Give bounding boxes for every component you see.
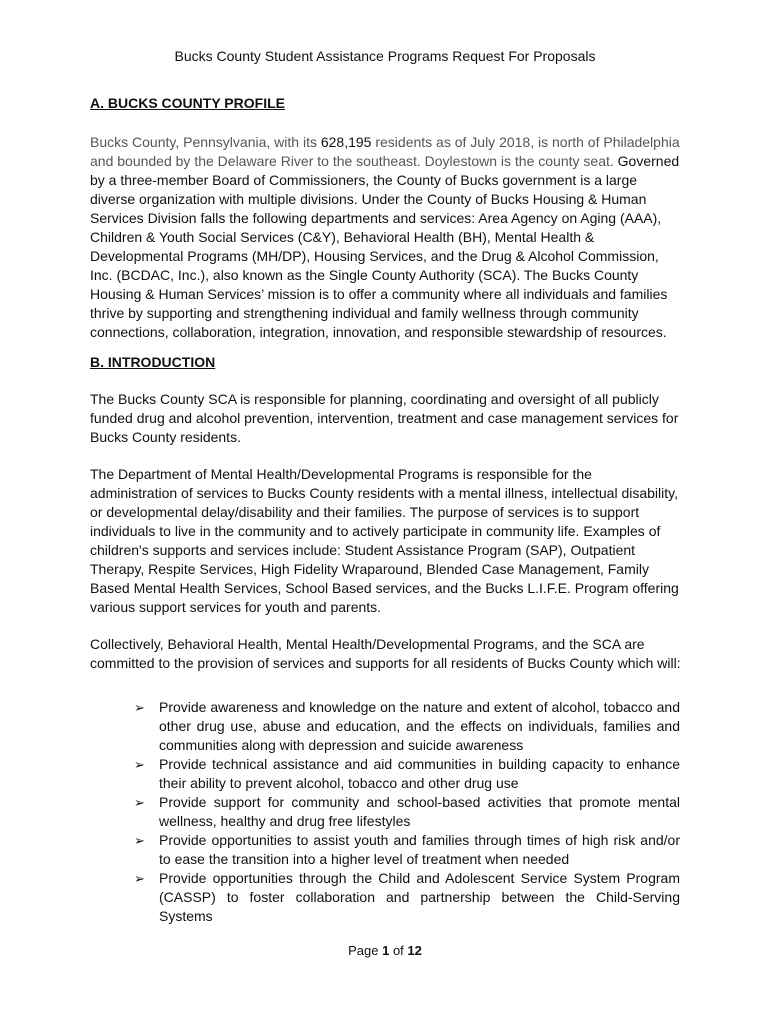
arrow-bullet-icon: ➢	[134, 795, 145, 810]
intro-paragraph-1: The Bucks County SCA is responsible for planning, coordinating and oversight of all publicly funded drug and alcohol prevention, intervention, treatment and case management services for Bucks County residents.	[90, 391, 679, 445]
list-item: ➢ Provide opportunities through the Child and Adolescent Service System Program (CASSP) to foster collaboration and partnership between the Child-Serving Systems	[134, 870, 680, 924]
intro-paragraph-3: Collectively, Behavioral Health, Mental Health/Developmental Programs, and the SCA are committed to the provision of services and supports for all residents of Bucks County which will:	[90, 636, 681, 671]
total-pages: 12	[407, 943, 422, 958]
arrow-bullet-icon: ➢	[134, 700, 145, 715]
list-item: ➢ Provide support for community and school-based activities that promote mental wellness, healthy and drug free lifestyles	[134, 794, 680, 829]
arrow-bullet-icon: ➢	[134, 833, 145, 848]
arrow-bullet-icon: ➢	[134, 757, 145, 772]
page-number: 1	[382, 943, 390, 958]
section-a-body: Governed by a three-member Board of Commissioners, the County of Bucks government is a large diverse organization with multiple divisions. Under the County of Bucks Housing & Human Services Division falls the following departments and services: Area Agency on Aging (AAA), Children & Youth Social Services (C&Y), Behavioral Health (BH), Mental Health & Developmental Programs (MH/DP), Housing Services, and the Drug & Alcohol Commission, Inc. (BCDAC, Inc.), also known as the Single County Authority (SCA). The Bucks County Housing & Human Services’ mission is to offer a community where all individuals and families thrive by supporting and strengthening individual and family wellness through community connections, collaboration, integration, innovation, and responsible stewardship of resources.	[90, 153, 680, 340]
list-item: ➢ Provide awareness and knowledge on the nature and extent of alcohol, tobacco and other drug use, abuse and education, and the effects on individuals, families and communities along with depression and suicide awareness	[134, 699, 680, 753]
list-item: ➢ Provide technical assistance and aid communities in building capacity to enhance their ability to prevent alcohol, tobacco and other drug use	[134, 756, 680, 791]
intro-text-1: Bucks County, Pennsylvania, with its	[90, 134, 321, 150]
section-a-heading: A. BUCKS COUNTY PROFILE	[90, 95, 285, 111]
page-label: Page	[348, 943, 383, 958]
arrow-bullet-icon: ➢	[134, 871, 145, 886]
page-header: Bucks County Student Assistance Programs Request For Proposals	[174, 48, 596, 64]
list-item: ➢ Provide opportunities to assist youth and families through times of high risk and/or to ease the transition into a higher level of treatment when needed	[134, 832, 680, 867]
intro-text-2: residents as of July 2018, is north of Philadelphia and bounded by the Delaware River to the southeast. Doylestown is the county seat.	[90, 134, 680, 169]
of-label: of	[389, 943, 408, 958]
page-footer	[0, 942, 770, 960]
population-value: 628,195	[320, 134, 372, 150]
section-b-heading: B. INTRODUCTION	[90, 354, 216, 370]
intro-paragraph-2: The Department of Mental Health/Developmental Programs is responsible for the administration of services to Bucks County residents with a mental illness, intellectual disability, or developmental delay/disability and their families. The purpose of services is to support individuals to live in the community and to actively participate in community life. Examples of children's supports and services include: Student Assistance Program (SAP), Outpatient Therapy, Respite Services, High Fidelity Wraparound, Blended Case Management, Family Based Mental Health Services, School Based services, and the Bucks L.I.F.E. Program offering various support services for youth and parents.	[90, 466, 679, 615]
services-bullet-list	[134, 698, 680, 926]
section-a-paragraph	[90, 133, 682, 342]
